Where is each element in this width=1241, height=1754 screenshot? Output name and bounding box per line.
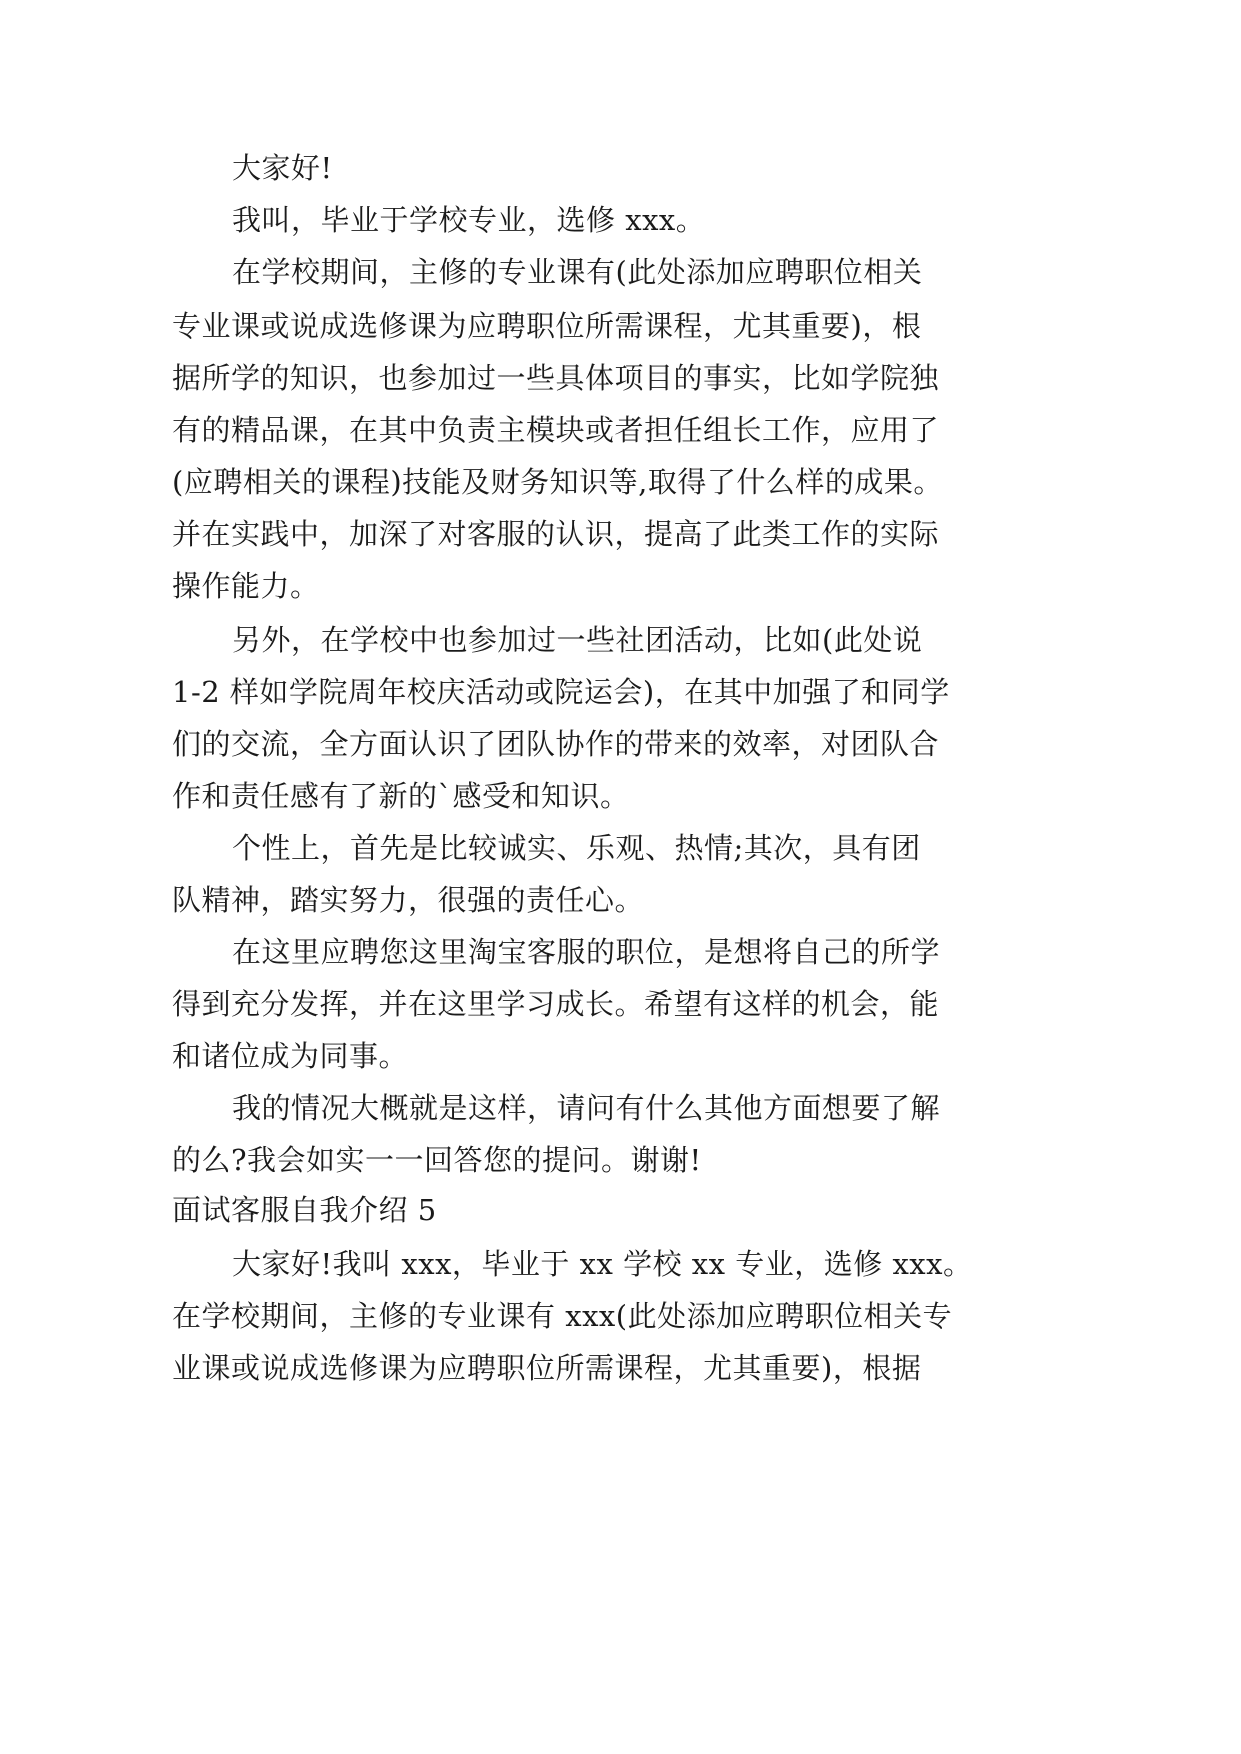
paragraph-line: 专业课或说成选修课为应聘职位所需课程，尤其重要)，根 — [172, 309, 922, 343]
paragraph-line: (应聘相关的课程)技能及财务知识等,取得了什么样的成果。 — [172, 465, 943, 499]
paragraph-line: 们的交流，全方面认识了团队协作的带来的效率，对团队合 — [172, 727, 940, 761]
paragraph-line: 大家好! — [232, 151, 333, 185]
paragraph-line: 个性上，首先是比较诚实、乐观、热情;其次，具有团 — [232, 831, 921, 865]
paragraph-line: 队精神，踏实努力，很强的责任心。 — [172, 883, 645, 917]
paragraph-line: 操作能力。 — [172, 569, 320, 603]
section-heading: 面试客服自我介绍 5 — [172, 1193, 437, 1227]
paragraph-line: 据所学的知识，也参加过一些具体项目的事实，比如学院独 — [172, 361, 940, 395]
paragraph-line: 在这里应聘您这里淘宝客服的职位，是想将自己的所学 — [232, 935, 941, 969]
paragraph-line: 业课或说成选修课为应聘职位所需课程，尤其重要)，根据 — [172, 1351, 922, 1385]
paragraph-line: 在学校期间，主修的专业课有 xxx(此处添加应聘职位相关专 — [172, 1299, 953, 1333]
paragraph-line: 作和责任感有了新的`感受和知识。 — [172, 779, 630, 813]
paragraph-line: 并在实践中，加深了对客服的认识，提高了此类工作的实际 — [172, 517, 940, 551]
paragraph-line: 和诸位成为同事。 — [172, 1039, 409, 1073]
paragraph-line: 我的情况大概就是这样，请问有什么其他方面想要了解 — [232, 1091, 941, 1125]
paragraph-line: 我叫，毕业于学校专业，选修 xxx。 — [232, 203, 706, 237]
paragraph-line: 得到充分发挥，并在这里学习成长。希望有这样的机会，能 — [172, 987, 940, 1021]
paragraph-line: 另外，在学校中也参加过一些社团活动，比如(此处说 — [232, 623, 923, 657]
paragraph-line: 在学校期间，主修的专业课有(此处添加应聘职位相关 — [232, 255, 923, 289]
paragraph-line: 的么?我会如实一一回答您的提问。谢谢! — [172, 1143, 702, 1177]
paragraph-line: 大家好!我叫 xxx，毕业于 xx 学校 xx 专业，选修 xxx。 — [232, 1247, 973, 1281]
paragraph-line: 1-2 样如学院周年校庆活动或院运会)，在其中加强了和同学 — [172, 675, 950, 709]
paragraph-line: 有的精品课，在其中负责主模块或者担任组长工作，应用了 — [172, 413, 940, 447]
